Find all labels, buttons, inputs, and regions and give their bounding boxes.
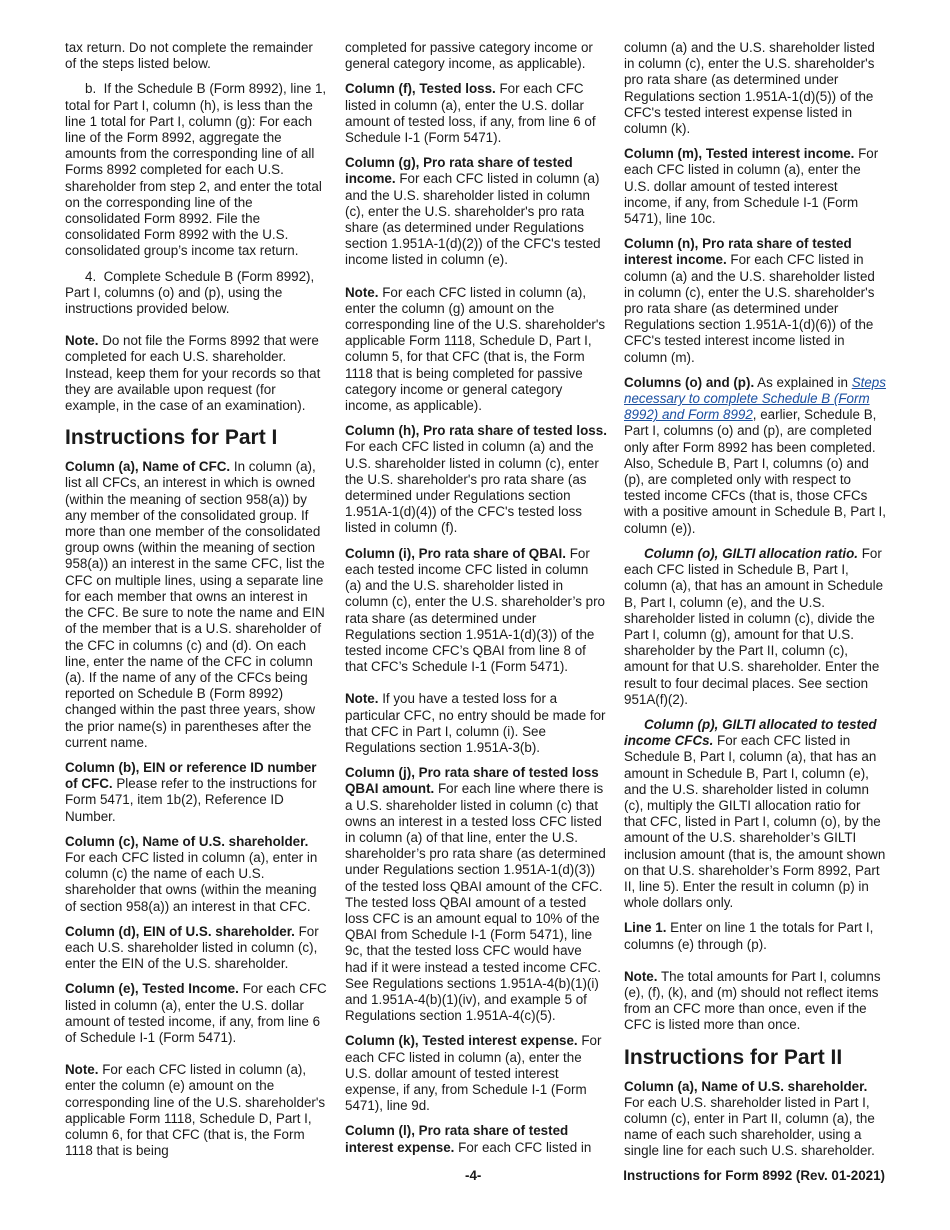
column-o-label: Column (o), GILTI allocation ratio. <box>644 545 858 561</box>
note-label: Note. <box>65 1062 99 1078</box>
column-d-text: For each U.S. shareholder listed in column (c), enter the EIN of the U.S. shareholder. <box>65 923 319 972</box>
column-c-text: For each CFC listed in column (a), enter in column (c) the name of each U.S. shareholder that owns (within the meaning of section 958(a)) an interest in that CFC. <box>65 849 318 914</box>
column-b-paragraph <box>65 760 327 825</box>
paragraph-step-b: b. If the Schedule B (Form 8992), line 1, total for Part I, column (h), is less than the line 1 total for Part I, column (g): For each line of the Form 8992, aggregate the amounts from the corresponding line of all Forms 8992 completed for each U.S. shareholder from step 2, and enter the total on the corresponding line of the consolidated Form 8992. File the consolidated Form 8992 with the U.S. consolidated group’s income tax return. <box>65 81 327 259</box>
paragraph-step-4: 4. Complete Schedule B (Form 8992), Part I, columns (o) and (p), using the instructions provided below. <box>65 268 315 317</box>
column-b-text: Please refer to the instructions for Form 5471, item 1b(2), Reference ID Number. <box>65 776 317 824</box>
line-1-label: Line 1. <box>624 920 667 936</box>
section-heading-part-2: Instructions for Part II <box>624 1045 843 1069</box>
note-label: Note. <box>345 284 379 300</box>
form-title: Instructions for Form 8992 (Rev. 01-2021) <box>623 1168 885 1183</box>
column-l-paragraph <box>345 1123 607 1155</box>
column-g-paragraph <box>345 155 607 268</box>
line-1-text: Enter on line 1 the totals for Part I, columns (e) through (p). <box>624 920 874 952</box>
column-l-text: For each CFC listed in <box>454 1139 592 1155</box>
column-k-paragraph <box>345 1033 607 1114</box>
part-2-column-a-text: For each U.S. shareholder listed in Part I, column (c), enter in Part II, column (a), the name of each such shareholder, using a single line for each such U.S. shareholder. <box>624 1094 875 1159</box>
column-o-paragraph <box>624 546 886 708</box>
paragraph: tax return. Do not complete the remainder of the steps listed below. <box>65 40 313 72</box>
column-a-paragraph <box>65 459 327 751</box>
column-m-label: Column (m), Tested interest income. <box>624 146 855 162</box>
column-3 <box>624 40 886 1169</box>
column-k-text: For each CFC listed in column (a), enter the U.S. dollar amount of tested interest expense, if any, from Schedule I-1 (Form 5471), line 9d. <box>345 1033 602 1114</box>
note-paragraph <box>65 1062 327 1159</box>
column-n-label: Column (n), Pro rata share of tested interest income. <box>624 236 852 268</box>
column-e-label: Column (e), Tested Income. <box>65 981 239 997</box>
section-heading-part-1: Instructions for Part I <box>65 426 278 450</box>
column-o-text: For each CFC listed in Schedule B, Part I, column (a), that has an amount in Schedule B, Part I, column (e), and the U.S. shareholder listed in column (c), divide the Part I, column (g), amount for that U.S. shareholder by the Part II, column (c), amount for that U.S. shareholder. Enter the result to four decimal places. See section 951A(f)(2). <box>624 545 884 707</box>
steps-necessary-link[interactable]: Steps necessary to complete Schedule B (Form 8992) and Form 8992 <box>624 374 886 423</box>
column-f-text: For each CFC listed in column (a), enter the U.S. dollar amount of tested loss, if any, from line 6 of Schedule I-1 (Form 5471). <box>345 81 596 146</box>
column-e-text: For each CFC listed in column (a), enter the U.S. dollar amount of tested income, if any, from line 6 of Schedule I-1 (Form 5471). <box>65 981 327 1045</box>
column-j-paragraph <box>345 765 607 1024</box>
columns-o-p-text: As explained in <box>754 374 852 390</box>
line-1-paragraph <box>624 920 886 952</box>
column-j-label: Column (j), Pro rata share of tested loss QBAI amount. <box>345 765 599 797</box>
note-text: Do not file the Forms 8992 that were completed for each U.S. shareholder. Instead, keep them for your records so that they are available upon request (for example, in the case of an examination). <box>65 333 321 414</box>
column-n-text: For each CFC listed in column (a) and the U.S. shareholder listed in column (c), enter the U.S. shareholder's pro rata share (as determined under Regulations section 1.951A-1(d)(6)) of the CFC's tested interest income listed in column (m). <box>624 252 875 365</box>
part-2-column-a-label: Column (a), Name of U.S. shareholder. <box>624 1078 868 1094</box>
columns-o-p-paragraph <box>624 375 886 537</box>
paragraph: column (a) and the U.S. shareholder listed in column (c), enter the U.S. shareholder's pro rata share (as determined under Regulations section 1.951A-1(d)(5)) of the CFC's tested interest expense listed in column (k). <box>624 40 875 137</box>
note-label: Note. <box>624 968 658 984</box>
column-p-paragraph <box>624 717 886 911</box>
column-j-text: For each line where there is a U.S. shareholder listed in column (c) that owns an interest in a tested loss CFC listed in column (a) of that line, enter the U.S. shareholder’s pro rata share (as determined under Regulations section 1.951A-1(d)(3)) of the tested loss QBAI amount of the CFC. The tested loss QBAI amount of a tested loss CFC is an amount equal to 10% of the QBAI from Schedule I-1 (Form 5471), line 9c, that the tested loss CFC would have had if it were instead a tested income CFC. See Regulations sections 1.951A-4(b)(1)(i) and 1.951A-4(b)(1)(iv), and example 5 of Regulations section 1.951A-4(c)(5). <box>345 781 606 1024</box>
column-c-label: Column (c), Name of U.S. shareholder. <box>65 833 309 849</box>
column-a-text: In column (a), list all CFCs, an interest in which is owned (within the meaning of section 958(a)) by any member of the consolidated group. If more than one member of the consolidated group owns (within the meaning of section 958(a)) an interest in the same CFC, list the CFC on multiple lines, using a separate line for each member that owns an interest in the CFC. Be sure to note the name and EIN of the member that is a U.S. shareholder of the CFC in columns (c) and (d). On each line, enter the name of the CFC in column (a). If the name of any of the CFCs being reported on Schedule B (Form 8992) changed within the past three years, show the prior name(s) in parentheses after the current name. <box>65 459 325 750</box>
note-label: Note. <box>65 333 99 349</box>
paragraph: completed for passive category income or general category income, as applicable). <box>345 40 593 72</box>
column-i-label: Column (i), Pro rata share of QBAI. <box>345 545 566 561</box>
column-h-text: For each CFC listed in column (a) and the U.S. shareholder listed in column (c), enter the U.S. shareholder's pro rata share (as determined under Regulations section 1.951A-1(d)(4)) of the CFC's tested loss listed in column (f). <box>345 439 599 536</box>
column-g-text: For each CFC listed in column (a) and the U.S. shareholder listed in column (c), enter the U.S. shareholder's pro rata share (as determined under Regulations section 1.951A-1(d)(2)) of the CFC's tested income listed in column (e). <box>345 171 601 268</box>
column-p-text: For each CFC listed in Schedule B, Part I, column (a), that has an amount in Schedule B, Part I, column (e), and the U.S. shareholder listed in column (c), multiply the GILTI allocation ratio for that CFC, listed in Part I, column (o), by the amount of the U.S. shareholder’s GILTI inclusion amount (that is, the amount shown on that U.S. shareholder’s Form 8992, Part II, line 5). Enter the result in column (p) in whole dollars only. <box>624 733 886 911</box>
column-2 <box>345 40 607 1165</box>
note-paragraph <box>345 691 607 756</box>
column-b-label: Column (b), EIN or reference ID number of CFC. <box>65 759 317 792</box>
column-i-text: For each tested income CFC listed in column (a) and the U.S. shareholder listed in column (c), enter the U.S. shareholder’s pro rata share (as determined under Regulations section 1.951A-1(d)(3)) of the tested income CFC’s QBAI from line 8 of that CFC’s Schedule I-1 (Form 5471). <box>345 545 605 675</box>
column-m-paragraph <box>624 146 886 227</box>
page-footer <box>65 1168 885 1188</box>
columns-o-p-text-continued: , earlier, Schedule B, Part I, columns (o) and (p), are completed only after Form 8992 has been completed. Also, Schedule B, Part I, columns (o) and (p), are completed only with respect to tested income CFCs (that is, those CFCs with a positive amount in Schedule B, Part I, column (e)). <box>624 407 887 536</box>
column-f-label: Column (f), Tested loss. <box>345 81 496 97</box>
note-paragraph <box>624 969 886 1034</box>
column-h-paragraph <box>345 423 607 536</box>
note-paragraph <box>345 285 607 415</box>
note-text: If you have a tested loss for a particular CFC, no entry should be made for that CFC in Part I, column (i). See Regulations section 1.951A-3(b). <box>345 691 606 755</box>
column-1 <box>65 40 327 1168</box>
column-i-paragraph <box>345 546 607 676</box>
page-number: -4- <box>465 1168 482 1183</box>
column-a-label: Column (a), Name of CFC. <box>65 459 231 475</box>
column-h-label: Column (h), Pro rata share of tested loss. <box>345 423 607 439</box>
column-l-label: Column (l), Pro rata share of tested interest expense. <box>345 1123 569 1155</box>
note-text: For each CFC listed in column (a), enter the column (e) amount on the corresponding line of the U.S. shareholder's applicable Form 1118, Schedule D, Part I, column 6, for that CFC (that is, the Form 1118 that is being <box>65 1062 326 1159</box>
column-c-paragraph <box>65 834 327 915</box>
column-n-paragraph <box>624 236 886 366</box>
column-d-label: Column (d), EIN of U.S. shareholder. <box>65 923 295 939</box>
column-e-paragraph <box>65 981 327 1046</box>
note-paragraph <box>65 333 327 414</box>
columns-o-p-label: Columns (o) and (p). <box>624 374 755 390</box>
note-text: For each CFC listed in column (a), enter the column (g) amount on the corresponding line of the U.S. shareholder's applicable Form 1118, Schedule D, Part I, column 5, for that CFC (that is, the Form 1118 that is being completed for passive category income or general category income, as applicable). <box>345 284 606 414</box>
column-p-label: Column (p), GILTI allocated to tested income CFCs. <box>624 716 877 749</box>
column-g-label: Column (g), Pro rata share of tested income. <box>345 155 573 187</box>
note-label: Note. <box>345 691 379 707</box>
column-f-paragraph <box>345 81 607 146</box>
column-d-paragraph <box>65 924 327 973</box>
part-2-column-a-paragraph <box>624 1079 886 1160</box>
column-k-label: Column (k), Tested interest expense. <box>345 1033 578 1049</box>
note-text: The total amounts for Part I, columns (e), (f), (k), and (m) should not reflect items from an CFC more than once, even if the CFC is listed more than once. <box>624 968 881 1033</box>
column-m-text: For each CFC listed in column (a), enter the U.S. dollar amount of tested interest income, if any, from Schedule I-1 (Form 5471), line 10c. <box>624 146 879 227</box>
